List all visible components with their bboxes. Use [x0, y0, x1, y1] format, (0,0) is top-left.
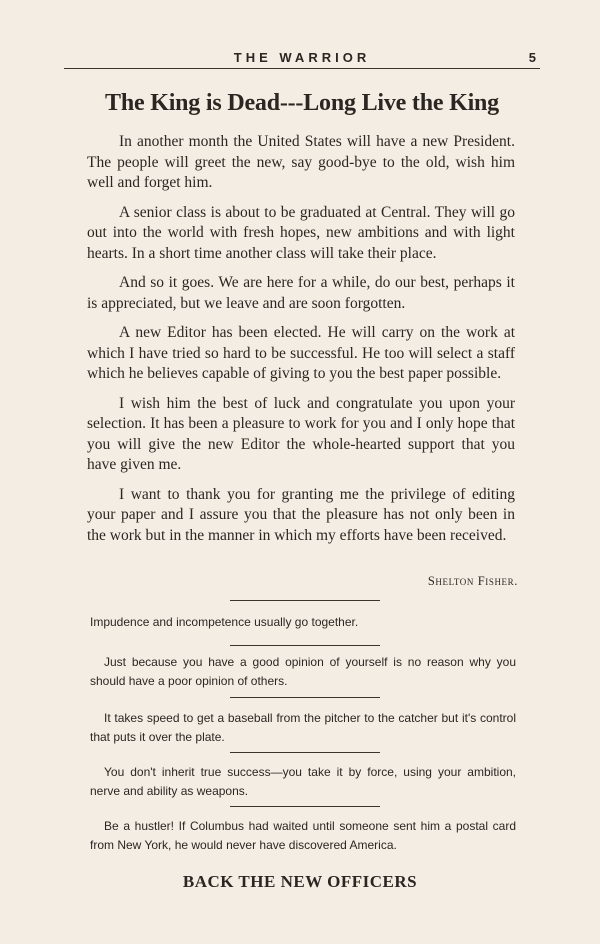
- divider-rule: [230, 697, 380, 698]
- article-body: [87, 132, 515, 555]
- article-paragraph: A senior class is about to be graduated at Central. They will go out into the world with fresh hopes, new ambitions and with light hearts. In a short time another class will take their place.: [87, 203, 515, 262]
- page-header: [64, 48, 540, 69]
- divider-rule: [230, 752, 380, 753]
- article-paragraph: I wish him the best of luck and congratulate you upon your selection. It has been a pleasure to work for you and I only hope that you will give the new Editor the whole-hearted support that you have given me.: [87, 394, 515, 473]
- article-headline: The King is Dead---Long Live the King: [105, 90, 499, 116]
- divider-rule: [230, 806, 380, 807]
- filler-text: Just because you have a good opinion of yourself is no reason why you should have a poor opinion of others.: [90, 655, 516, 688]
- page-number: 5: [528, 50, 536, 65]
- filler-quote: [90, 653, 516, 691]
- article-paragraph: And so it goes. We are here for a while, do our best, perhaps it is appreciated, but we leave and are soon forgotten.: [87, 274, 515, 312]
- filler-text: You don't inherit true success—you take it by force, using your ambition, nerve and ability as weapons.: [90, 765, 516, 798]
- article-paragraph: In another month the United States will have a new President. The people will greet the new, say good-bye to the old, wish him well and forget him.: [87, 133, 515, 191]
- publication-title: THE WARRIOR: [233, 50, 371, 65]
- filler-text: Impudence and incompetence usually go together.: [90, 615, 359, 629]
- filler-quote: [90, 709, 516, 747]
- article-paragraph: I want to thank you for granting me the privilege of editing your paper and I assure you that the pleasure has not only been in the work but in the manner in which my efforts have been received.: [87, 485, 515, 544]
- divider-rule: [230, 600, 380, 601]
- author-signature: Shelton Fisher.: [427, 574, 518, 588]
- filler-quote: [90, 613, 516, 632]
- footer-slogan: BACK THE NEW OFFICERS: [182, 872, 418, 891]
- divider-rule: [230, 645, 380, 646]
- article-paragraph: A new Editor has been elected. He will carry on the work at which I have tried so hard to be successful. He too will select a staff which he believes capable of giving to you the best paper possible.: [87, 324, 515, 382]
- filler-text: Be a hustler! If Columbus had waited until someone sent him a postal card from New York, he would never have discovered America.: [90, 819, 516, 852]
- filler-quote: [90, 817, 516, 855]
- filler-text: It takes speed to get a baseball from the pitcher to the catcher but it's control that puts it over the plate.: [90, 711, 516, 744]
- filler-quote: [90, 763, 516, 801]
